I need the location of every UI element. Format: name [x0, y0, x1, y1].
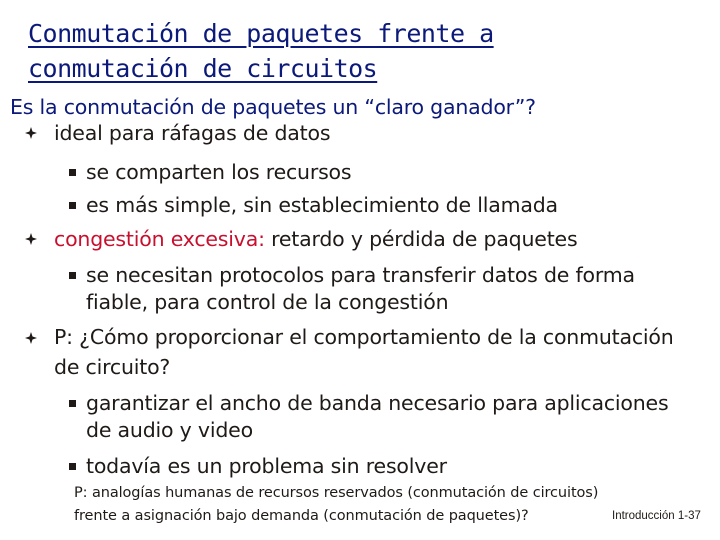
diamond-bullet-icon	[24, 126, 38, 140]
square-bullet-icon	[69, 463, 76, 470]
bullet-congestion	[54, 223, 577, 255]
bullet-ideal: ideal para ráfagas de datos	[54, 121, 331, 145]
sub-bullet-problema: todavía es un problema sin resolver	[86, 454, 447, 478]
sub-bullet-garantizar-1: garantizar el ancho de banda necesario para aplicaciones	[86, 391, 669, 415]
diamond-bullet-icon	[24, 232, 38, 246]
bullet-pregunta-1: P: ¿Cómo proporcionar el comportamiento de la conmutación	[54, 325, 674, 349]
footer-question-2: frente a asignación bajo demanda (conmutación de paquetes)?	[74, 508, 529, 524]
diamond-bullet-icon	[24, 331, 38, 345]
bullet-pregunta-2: de circuito?	[54, 355, 171, 379]
congestion-rest: retardo y pérdida de paquetes	[264, 227, 578, 251]
question-heading: Es la conmutación de paquetes un “claro ganador”?	[10, 95, 536, 119]
page-number: Introducción 1-37	[612, 510, 701, 522]
congestion-highlight: congestión excesiva:	[54, 227, 265, 251]
title-line-2: conmutación de circuitos	[28, 54, 378, 83]
sub-bullet-recursos: se comparten los recursos	[86, 160, 352, 184]
square-bullet-icon	[69, 400, 76, 407]
square-bullet-icon	[69, 202, 76, 209]
slide-title	[28, 16, 588, 86]
title-line-1: Conmutación de paquetes frente a	[28, 19, 494, 48]
sub-bullet-garantizar-2: de audio y video	[86, 418, 253, 442]
sub-bullet-protocolos-2: fiable, para control de la congestión	[86, 290, 449, 314]
sub-bullet-simple: es más simple, sin establecimiento de llamada	[86, 193, 558, 217]
footer-question-1: P: analogías humanas de recursos reservados (conmutación de circuitos)	[74, 485, 599, 501]
square-bullet-icon	[69, 272, 76, 279]
sub-bullet-protocolos-1: se necesitan protocolos para transferir datos de forma	[86, 263, 635, 287]
square-bullet-icon	[69, 169, 76, 176]
